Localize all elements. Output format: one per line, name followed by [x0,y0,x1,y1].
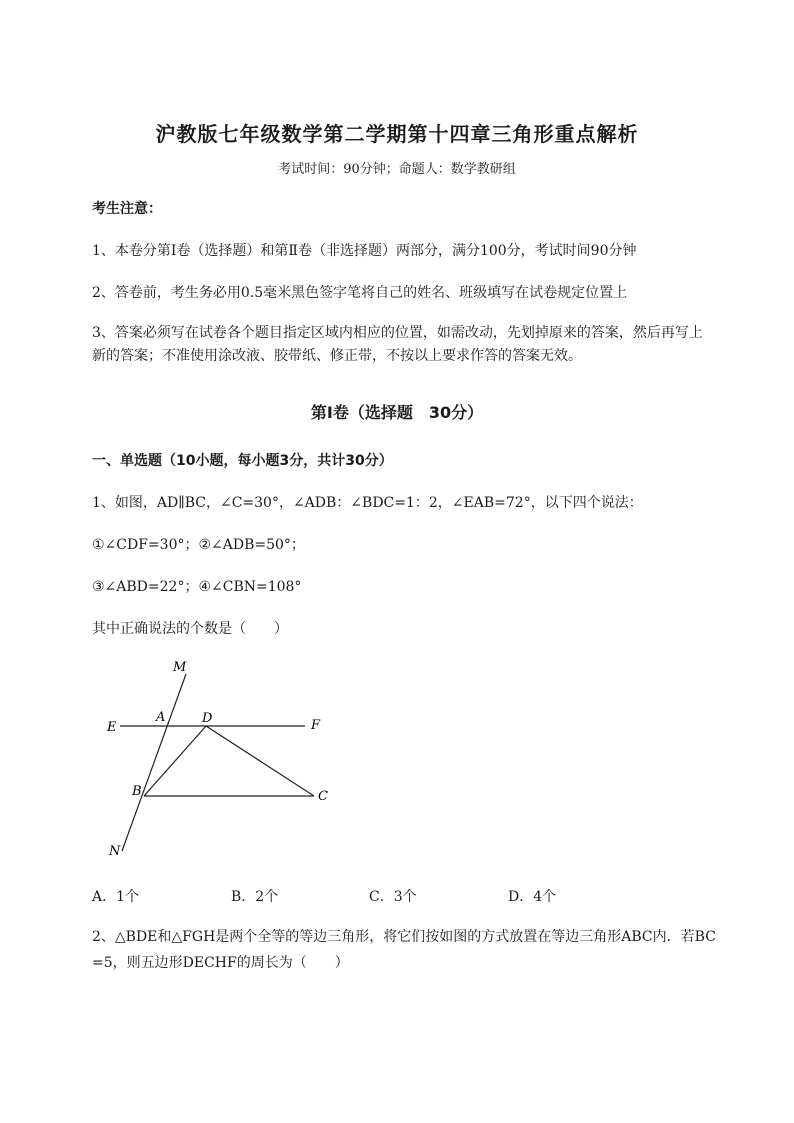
notice-item-3: 3、答案必须写在试卷各个题目指定区域内相应的位置，如需改动，先划掉原来的答案，然后再写上新的答案；不准使用涂改液、胶带纸、修正带，不按以上要求作答的答案无效。 [92,325,703,365]
notice-item-2: 2、答卷前，考生务必用0.5毫米黑色签字笔将自己的姓名、班级填写在试卷规定位置上 [92,285,628,301]
label-d: D [202,711,213,726]
q1-question: 其中正确说法的个数是（ ） [92,621,288,637]
q1-figure [100,655,340,860]
label-b: B [132,784,142,799]
q2-line-1: 2、△BDE和△FGH是两个全等的等边三角形，将它们按如图的方式放置在等边三角形ABC内．若BC [92,929,716,945]
part-heading: 一、单选题（10小题，每小题3分，共计30分） [92,453,393,469]
label-e: E [107,720,117,735]
line-mn [122,674,186,851]
page-title: 沪教版七年级数学第二学期第十四章三角形重点解析 [155,122,639,146]
q1-option-d[interactable]: D．4个 [508,889,557,905]
q1-option-b[interactable]: B．2个 [231,889,279,905]
notice-item-1: 1、本卷分第I卷（选择题）和第Ⅱ卷（非选择题）两部分，满分100分，考试时间90分钟 [92,243,637,259]
label-f: F [311,718,321,733]
q1-statements-2: ③∠ABD=22°；④∠CBN=108° [92,579,302,595]
q1-option-a[interactable]: A．1个 [92,889,140,905]
label-c: C [318,789,328,804]
q1-statements-1: ①∠CDF=30°；②∠ADB=50°； [92,537,305,553]
exam-subtitle: 考试时间：90分钟；命题人：数学教研组 [278,162,516,177]
segment-bd [144,726,206,796]
label-m: M [173,660,187,675]
notice-heading: 考生注意： [92,201,162,217]
segment-dc [206,726,314,796]
section-title: 第I卷（选择题 30分） [310,403,484,422]
q1-option-c[interactable]: C．3个 [369,889,417,905]
label-n: N [109,844,121,859]
q1-stem: 1、如图，AD∥BC，∠C=30°，∠ADB：∠BDC=1：2，∠EAB=72°，以下四个说法： [92,495,643,511]
label-a: A [156,710,166,725]
q2-line-2: =5，则五边形DECHF的周长为（ ） [92,955,349,971]
